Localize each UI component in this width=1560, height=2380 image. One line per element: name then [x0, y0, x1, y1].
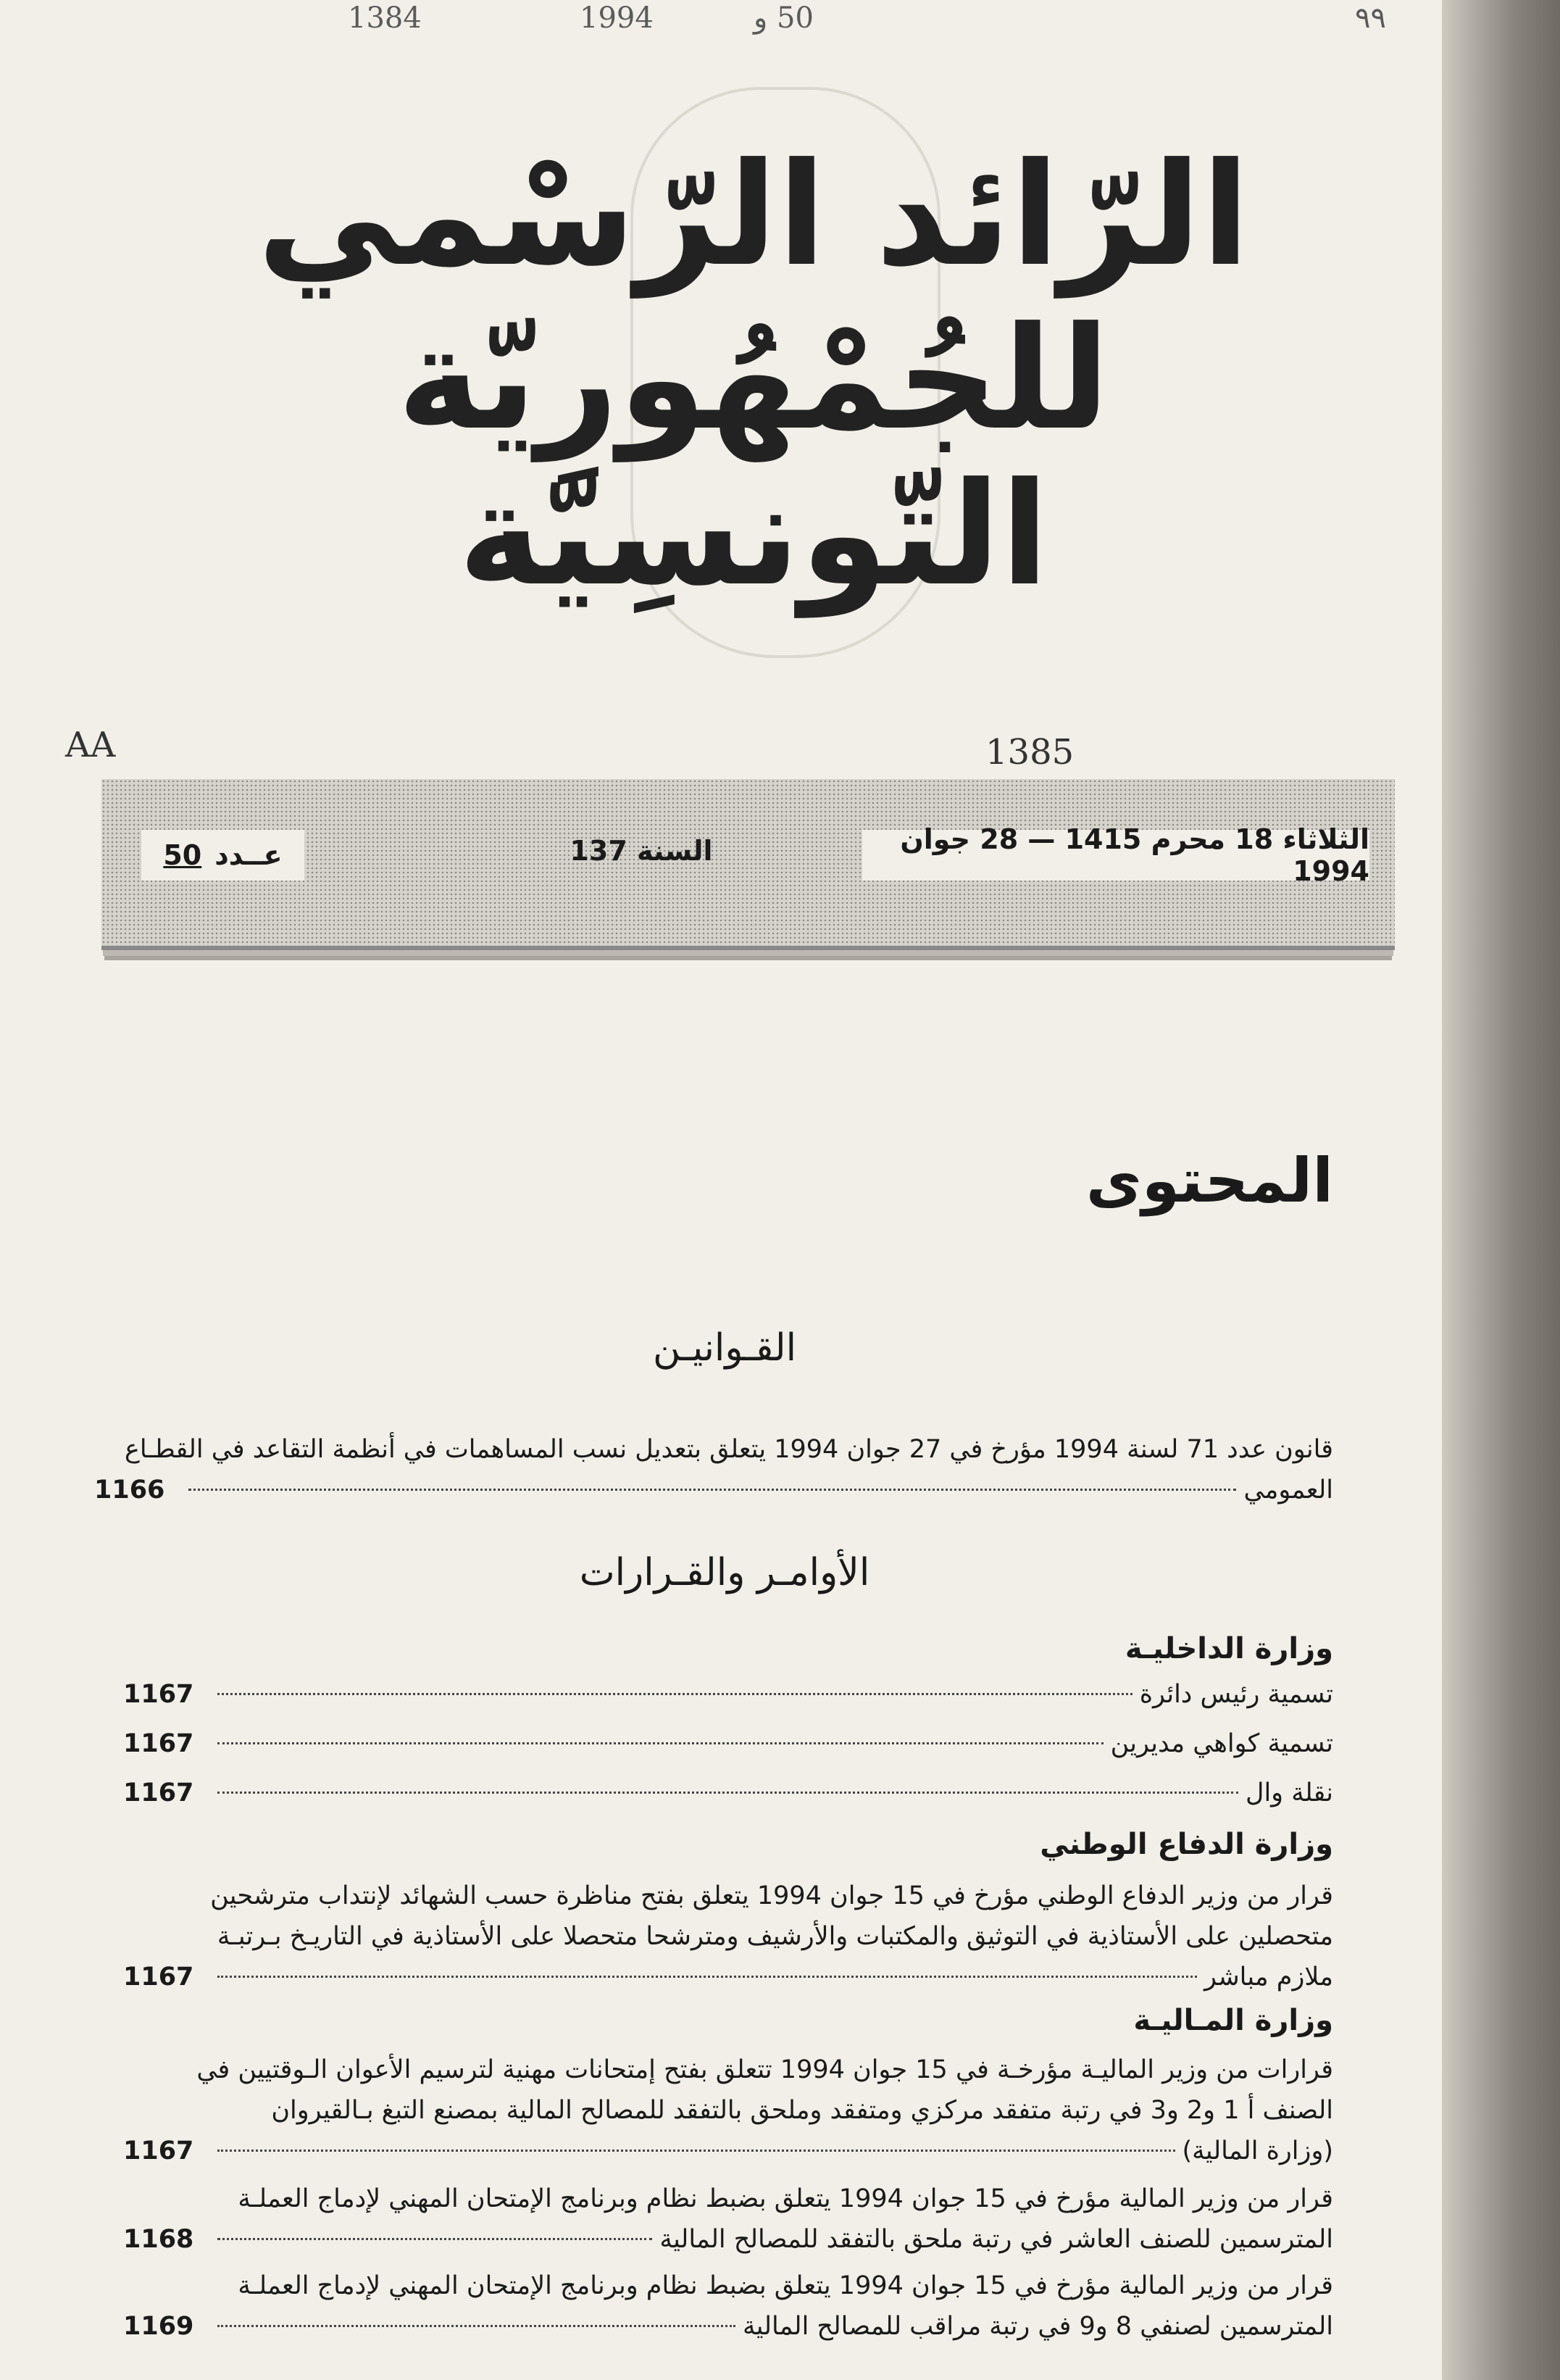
defense-entry[interactable] — [123, 1876, 1333, 1997]
page-edge-shadow — [1442, 0, 1560, 2380]
finance-entry[interactable] — [123, 2179, 1333, 2260]
page-number: 1167 — [123, 1680, 194, 1709]
entry-line-2: الصنف أ 1 و2 و3 في رتبة متفقد مركزي ومتفقد وملحق بالتفقد للمصالح المالية بمصنع التبغ بـالقيروان — [271, 2096, 1333, 2125]
ministry-interior: وزارة الداخليـة — [1125, 1632, 1333, 1665]
page-number: 1166 — [94, 1476, 165, 1505]
section-laws: القـوانيـن — [652, 1326, 797, 1370]
finance-entry[interactable] — [123, 2050, 1333, 2171]
page-number: 1167 — [123, 1729, 194, 1758]
entry-line-3: ملازم مباشر — [1204, 1963, 1333, 1992]
entry-text: نقلة وال — [1246, 1778, 1333, 1807]
finance-entry[interactable] — [123, 2265, 1333, 2347]
contents-title: المحتوى — [1085, 1145, 1333, 1216]
toc-entry[interactable] — [123, 1723, 1333, 1764]
entry-text: تسمية رئيس دائرة — [1139, 1680, 1333, 1709]
leader-dots — [217, 1792, 1238, 1794]
issue-number-box — [141, 830, 304, 881]
leader-dots — [217, 1976, 1197, 1978]
top-note-right: 1384 — [348, 1, 422, 35]
entry-text: تسمية كواهي مديرين — [1110, 1729, 1333, 1758]
ministry-defense: وزارة الدفاع الوطني — [1040, 1828, 1333, 1861]
toc-entry[interactable] — [123, 1773, 1333, 1813]
law-entry[interactable] — [94, 1429, 1333, 1510]
top-note-mid: 50 و — [754, 1, 814, 35]
entry-line-2: المترسمين للصنف العاشر في رتبة ملحق بالتفقد للمصالح المالية — [659, 2225, 1333, 2254]
issue-number: 50 — [163, 839, 202, 871]
entry-line-3: (وزارة المالية) — [1182, 2136, 1333, 2165]
page-number: 1169 — [123, 2312, 194, 2341]
leader-dots — [188, 1489, 1236, 1491]
page-number: 1167 — [123, 1778, 194, 1807]
toc-entry[interactable] — [123, 1674, 1333, 1715]
leader-dots — [217, 1693, 1133, 1695]
law-entry-line-1: قانون عدد 71 لسنة 1994 مؤرخ في 27 جوان 1994 يتعلق بتعديل نسب المساهمات في أنظمة التقاعد في القطـاع — [125, 1435, 1333, 1464]
handwritten-note-left: AA — [65, 725, 116, 765]
top-note-left: ٩٩ — [1355, 1, 1386, 35]
leader-dots — [217, 2325, 735, 2327]
issue-date: الثلاثاء 18 محرم 1415 — 28 جوان 1994 — [862, 830, 1369, 881]
masthead-title — [217, 133, 1290, 618]
page-number: 1168 — [123, 2225, 194, 2254]
top-handwritten-notes — [0, 0, 1449, 43]
section-decrees: الأوامـر والقـرارات — [579, 1551, 870, 1594]
top-note-year: 1994 — [580, 1, 654, 35]
issue-year: السنة 137 — [570, 835, 713, 867]
entry-line-1: قرارات من وزير الماليـة مؤرخـة في 15 جوان 1994 تتعلق بفتح إمتحانات مهنية لترسيم الأعوان الـوقتيين في — [196, 2055, 1333, 2084]
law-entry-line-2: العمومي — [1243, 1476, 1333, 1505]
masthead-line-1: الرّائد الرّسْمي — [256, 133, 1251, 298]
leader-dots — [217, 2150, 1175, 2152]
issue-label: عــدد — [214, 839, 283, 871]
entry-line-1: قرار من وزير المالية مؤرخ في 15 جوان 1994 يتعلق بضبط نظام وبرنامج الإمتحان المهني لإدماج العملـة — [238, 2271, 1333, 2300]
entry-line-1: قرار من وزير الدفاع الوطني مؤرخ في 15 جوان 1994 يتعلق بفتح مناظرة حسب الشهائد لإنتداب مترشحين — [210, 1881, 1333, 1910]
page-number: 1167 — [123, 1963, 194, 1992]
entry-line-2: المترسمين لصنفي 8 و9 في رتبة مراقب للمصالح المالية — [743, 2312, 1333, 2341]
leader-dots — [217, 1742, 1104, 1744]
entry-line-2: متحصلين على الأستاذية في التوثيق والمكتبات والأرشيف ومترشحا متحصلا على الأستاذية في التاريـخ بـرتبـة — [217, 1922, 1333, 1951]
handwritten-note-center: 1385 — [985, 732, 1075, 773]
leader-dots — [217, 2238, 652, 2240]
masthead-line-2: للجُمْهُورِيّة التّونسِيّة — [397, 296, 1110, 618]
page-number: 1167 — [123, 2136, 194, 2165]
ministry-finance: وزارة المـاليـة — [1133, 2004, 1333, 2037]
entry-line-1: قرار من وزير المالية مؤرخ في 15 جوان 1994 يتعلق بضبط نظام وبرنامج الإمتحان المهني لإدماج العملـة — [238, 2184, 1333, 2213]
